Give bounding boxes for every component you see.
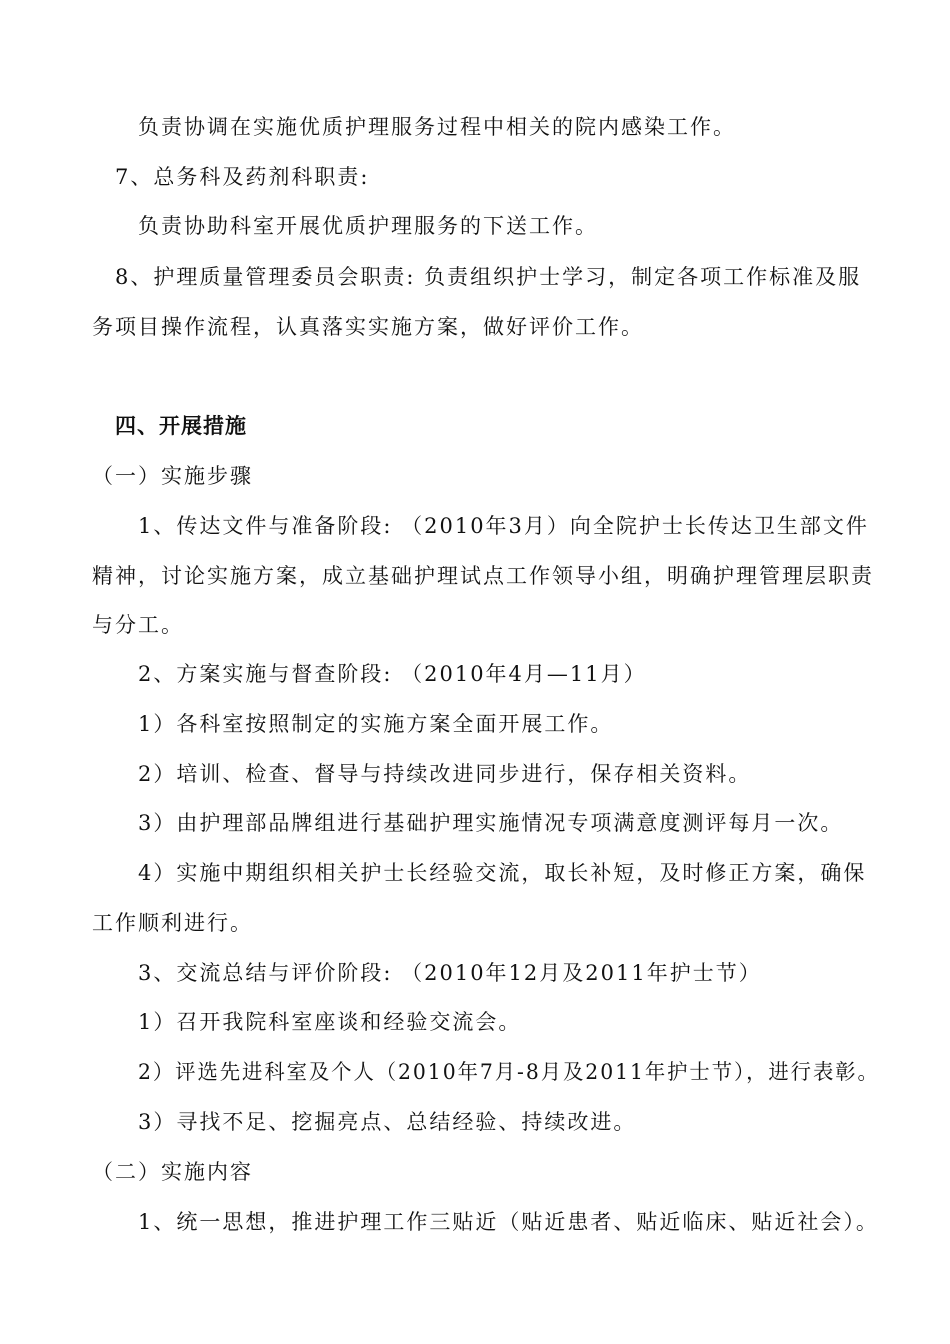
paragraph-line: 3、交流总结与评价阶段: （2010年12月及2011年护士节） [138, 961, 762, 985]
paragraph-line: 2、方案实施与督查阶段: （2010年4月—11月） [138, 662, 647, 686]
paragraph-line: 负责协调在实施优质护理服务过程中相关的院内感染工作。 [138, 115, 736, 139]
paragraph-line: 7、总务科及药剂科职责: [115, 165, 370, 189]
list-item: 3）由护理部品牌组进行基础护理实施情况专项满意度测评每月一次。 [138, 811, 844, 835]
subsection-heading: （一）实施步骤 [92, 464, 253, 488]
paragraph-line: 8、护理质量管理委员会职责: 负责组织护士学习，制定各项工作标准及服 [115, 265, 862, 289]
subsection-heading: （二）实施内容 [92, 1160, 253, 1184]
paragraph-line: 负责协助科室开展优质护理服务的下送工作。 [138, 214, 598, 238]
paragraph-line: 务项目操作流程，认真落实实施方案，做好评价工作。 [92, 315, 644, 339]
list-item-continuation: 工作顺利进行。 [92, 911, 253, 935]
list-item: 3）寻找不足、挖掘亮点、总结经验、持续改进。 [138, 1110, 637, 1134]
paragraph-line: 与分工。 [92, 613, 184, 637]
list-item: 2）培训、检查、督导与持续改进同步进行，保存相关资料。 [138, 762, 752, 786]
list-item: 1）各科室按照制定的实施方案全面开展工作。 [138, 712, 614, 736]
paragraph-line: 1、传达文件与准备阶段: （2010年3月）向全院护士长传达卫生部文件 [138, 514, 869, 538]
paragraph-line: 1、统一思想，推进护理工作三贴近（贴近患者、贴近临床、贴近社会）。 [138, 1210, 879, 1234]
paragraph-line: 精神，讨论实施方案，成立基础护理试点工作领导小组，明确护理管理层职责 [92, 564, 874, 588]
list-item: 1）召开我院科室座谈和经验交流会。 [138, 1010, 522, 1034]
list-item: 2）评选先进科室及个人（2010年7月-8月及2011年护士节），进行表彰。 [138, 1060, 880, 1084]
list-item: 4）实施中期组织相关护士长经验交流，取长补短，及时修正方案，确保 [138, 861, 867, 885]
section-heading: 四、开展措施 [115, 414, 247, 438]
